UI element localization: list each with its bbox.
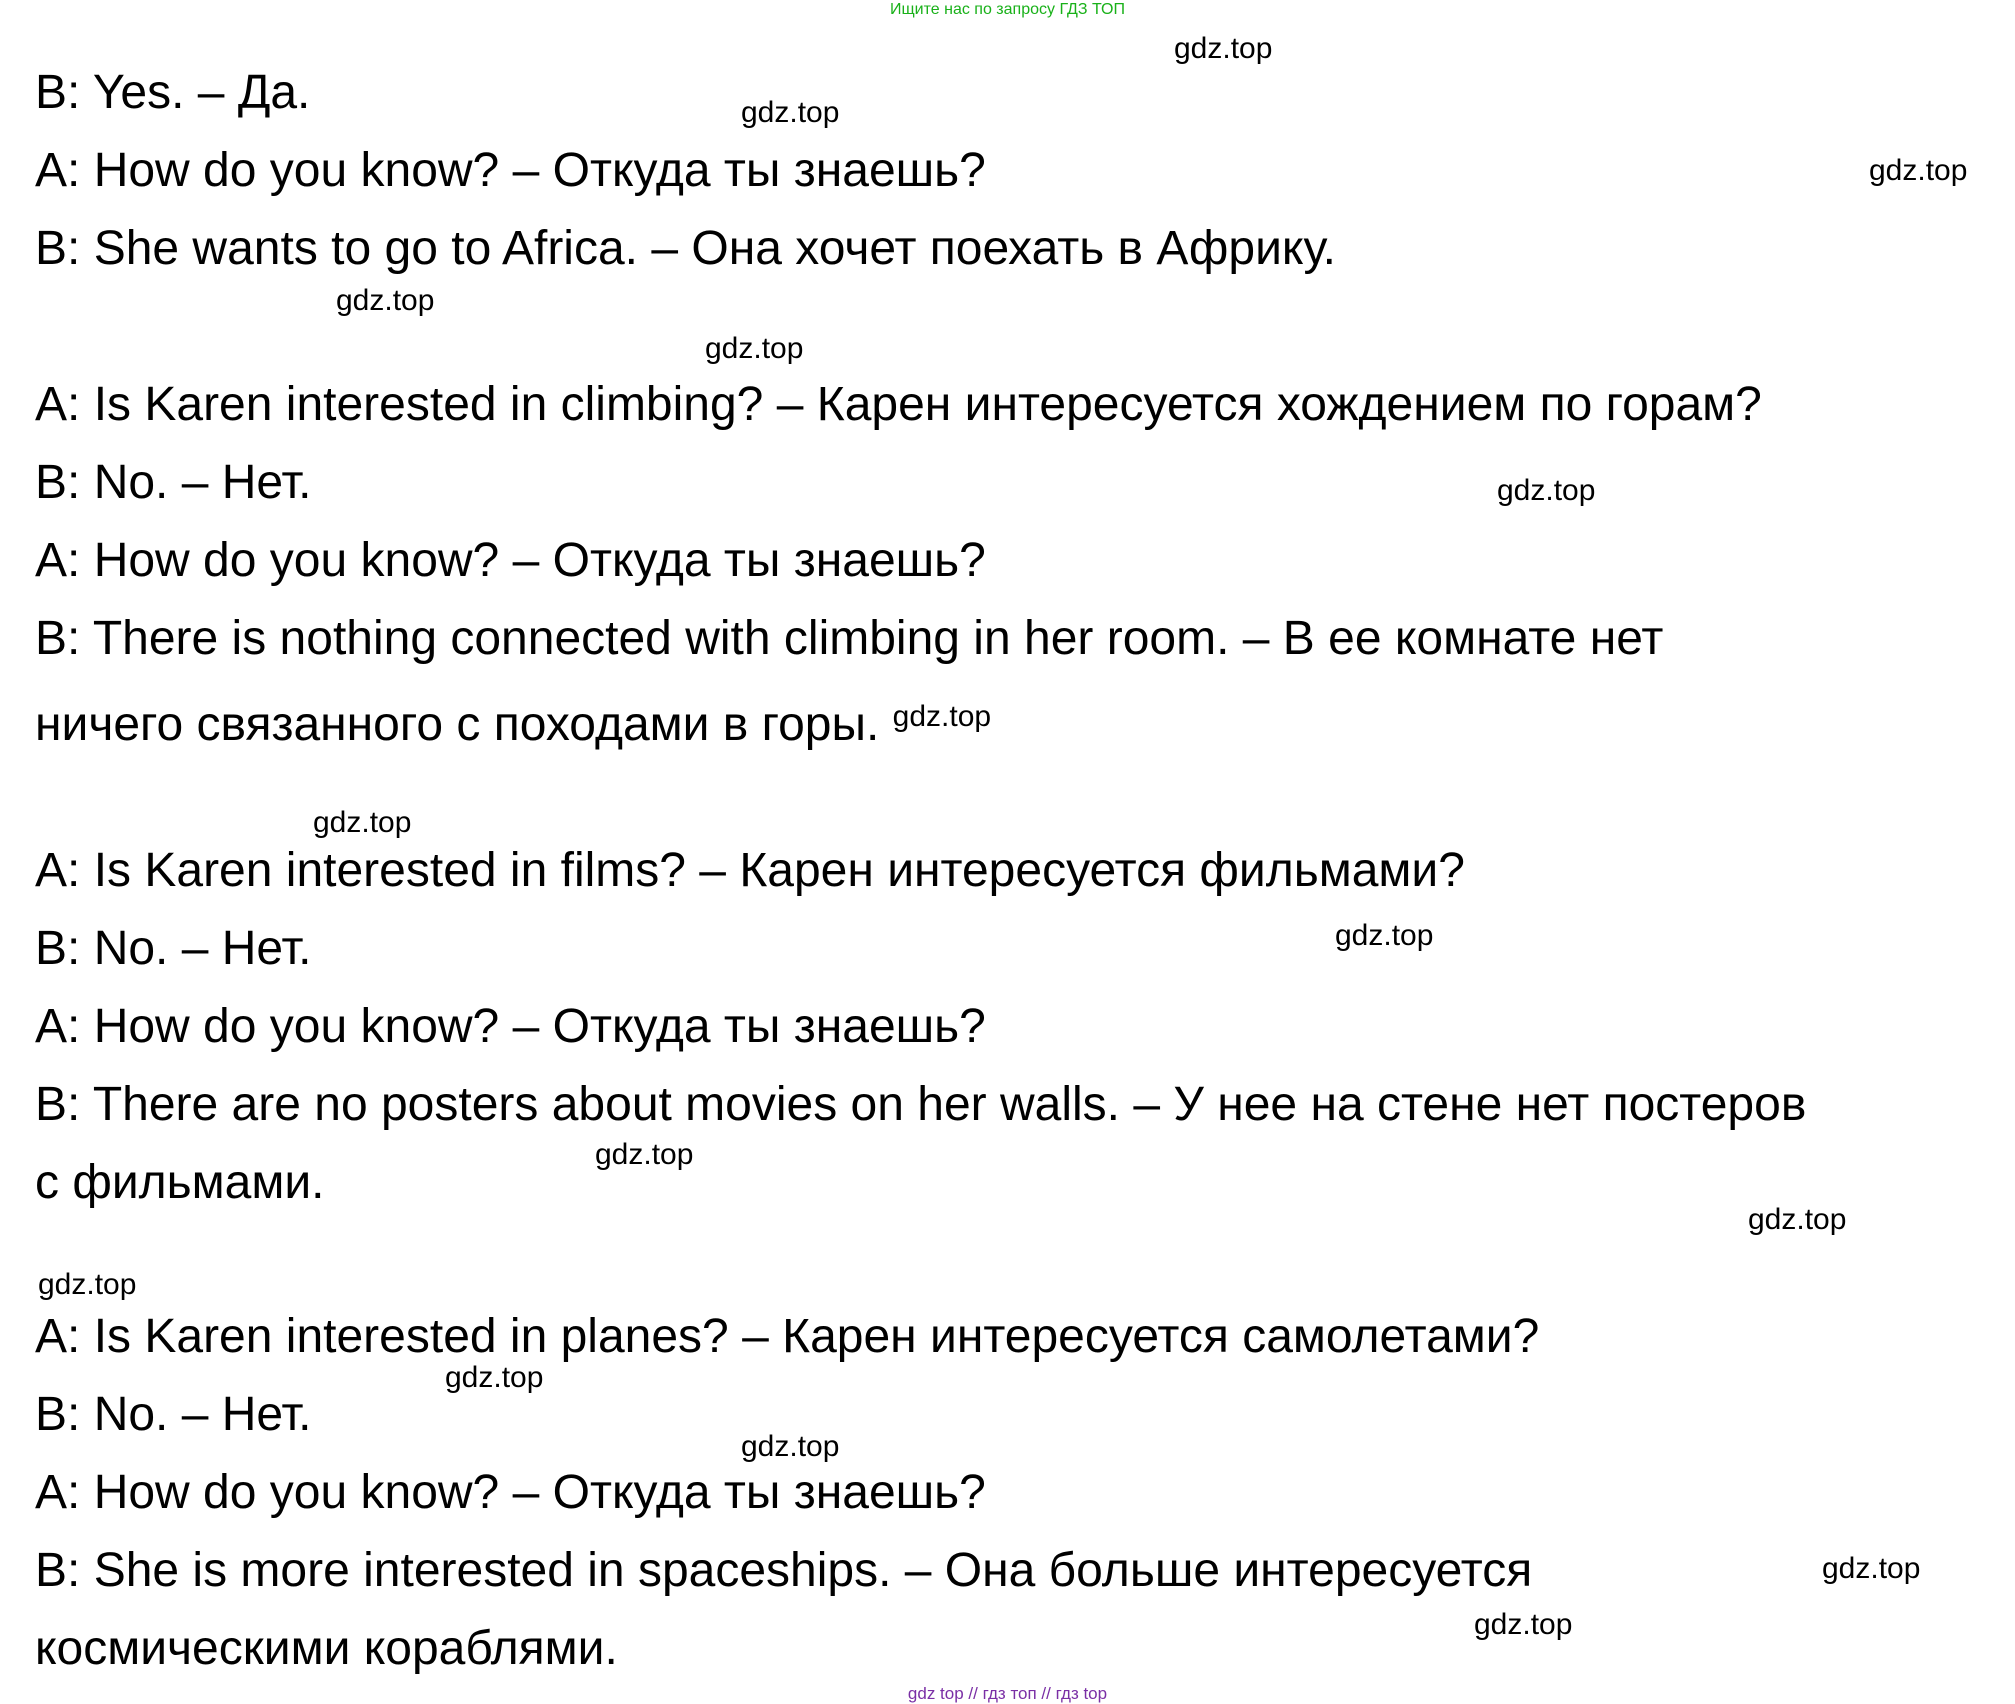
dialogue-line: A: Is Karen interested in planes? – Карен интересуется самолетами? bbox=[35, 1310, 1540, 1363]
watermark: gdz.top bbox=[336, 284, 435, 317]
watermark: gdz.top bbox=[705, 332, 804, 365]
watermark: gdz.top bbox=[1822, 1552, 1921, 1585]
dialogue-line: B: No. – Нет. bbox=[35, 922, 312, 975]
dialogue-line: B: She wants to go to Africa. – Она хочет поехать в Африку. bbox=[35, 222, 1336, 275]
watermark: gdz.top bbox=[595, 1138, 694, 1171]
dialogue-line: B: There is nothing connected with climbing in her room. – В ее комнате нет bbox=[35, 612, 1664, 665]
dialogue-line-text: ничего связанного с походами в горы. bbox=[35, 698, 880, 751]
watermark: gdz.top bbox=[741, 1430, 840, 1463]
dialogue-line: A: Is Karen interested in films? – Карен интересуется фильмами? bbox=[35, 844, 1465, 897]
dialogue-line: A: How do you know? – Откуда ты знаешь? bbox=[35, 534, 986, 587]
watermark: gdz.top bbox=[445, 1361, 544, 1394]
dialogue-line: космическими кораблями. bbox=[35, 1622, 618, 1675]
watermark: gdz.top bbox=[1748, 1203, 1847, 1236]
dialogue-line: A: Is Karen interested in climbing? – Карен интересуется хождением по горам? bbox=[35, 378, 1762, 431]
dialogue-line: B: There are no posters about movies on her walls. – У нее на стене нет постеров bbox=[35, 1078, 1807, 1131]
dialogue-line: B: No. – Нет. bbox=[35, 1388, 312, 1441]
watermark: gdz.top bbox=[1497, 474, 1596, 507]
watermark: gdz.top bbox=[38, 1268, 137, 1301]
bottom-banner: gdz top // гдз топ // гдз top bbox=[907, 1684, 1108, 1703]
watermark: gdz.top bbox=[741, 96, 840, 129]
dialogue-line: B: She is more interested in spaceships. – Она больше интересуется bbox=[35, 1544, 1533, 1597]
watermark: gdz.top bbox=[1335, 919, 1434, 952]
dialogue-line-continued bbox=[35, 688, 991, 754]
watermark: gdz.top bbox=[1474, 1608, 1573, 1641]
dialogue-line: с фильмами. bbox=[35, 1156, 325, 1209]
watermark: gdz.top bbox=[1869, 154, 1968, 187]
top-banner: Ищите нас по запросу ГДЗ ТОП bbox=[890, 1, 1125, 18]
dialogue-line: A: How do you know? – Откуда ты знаешь? bbox=[35, 144, 986, 197]
watermark: gdz.top bbox=[1174, 32, 1273, 65]
watermark: gdz.top bbox=[892, 700, 992, 733]
dialogue-line: A: How do you know? – Откуда ты знаешь? bbox=[35, 1466, 986, 1519]
dialogue-line: A: How do you know? – Откуда ты знаешь? bbox=[35, 1000, 986, 1053]
dialogue-line: B: No. – Нет. bbox=[35, 456, 312, 509]
watermark: gdz.top bbox=[313, 806, 412, 839]
dialogue-line: B: Yes. – Да. bbox=[35, 66, 311, 119]
